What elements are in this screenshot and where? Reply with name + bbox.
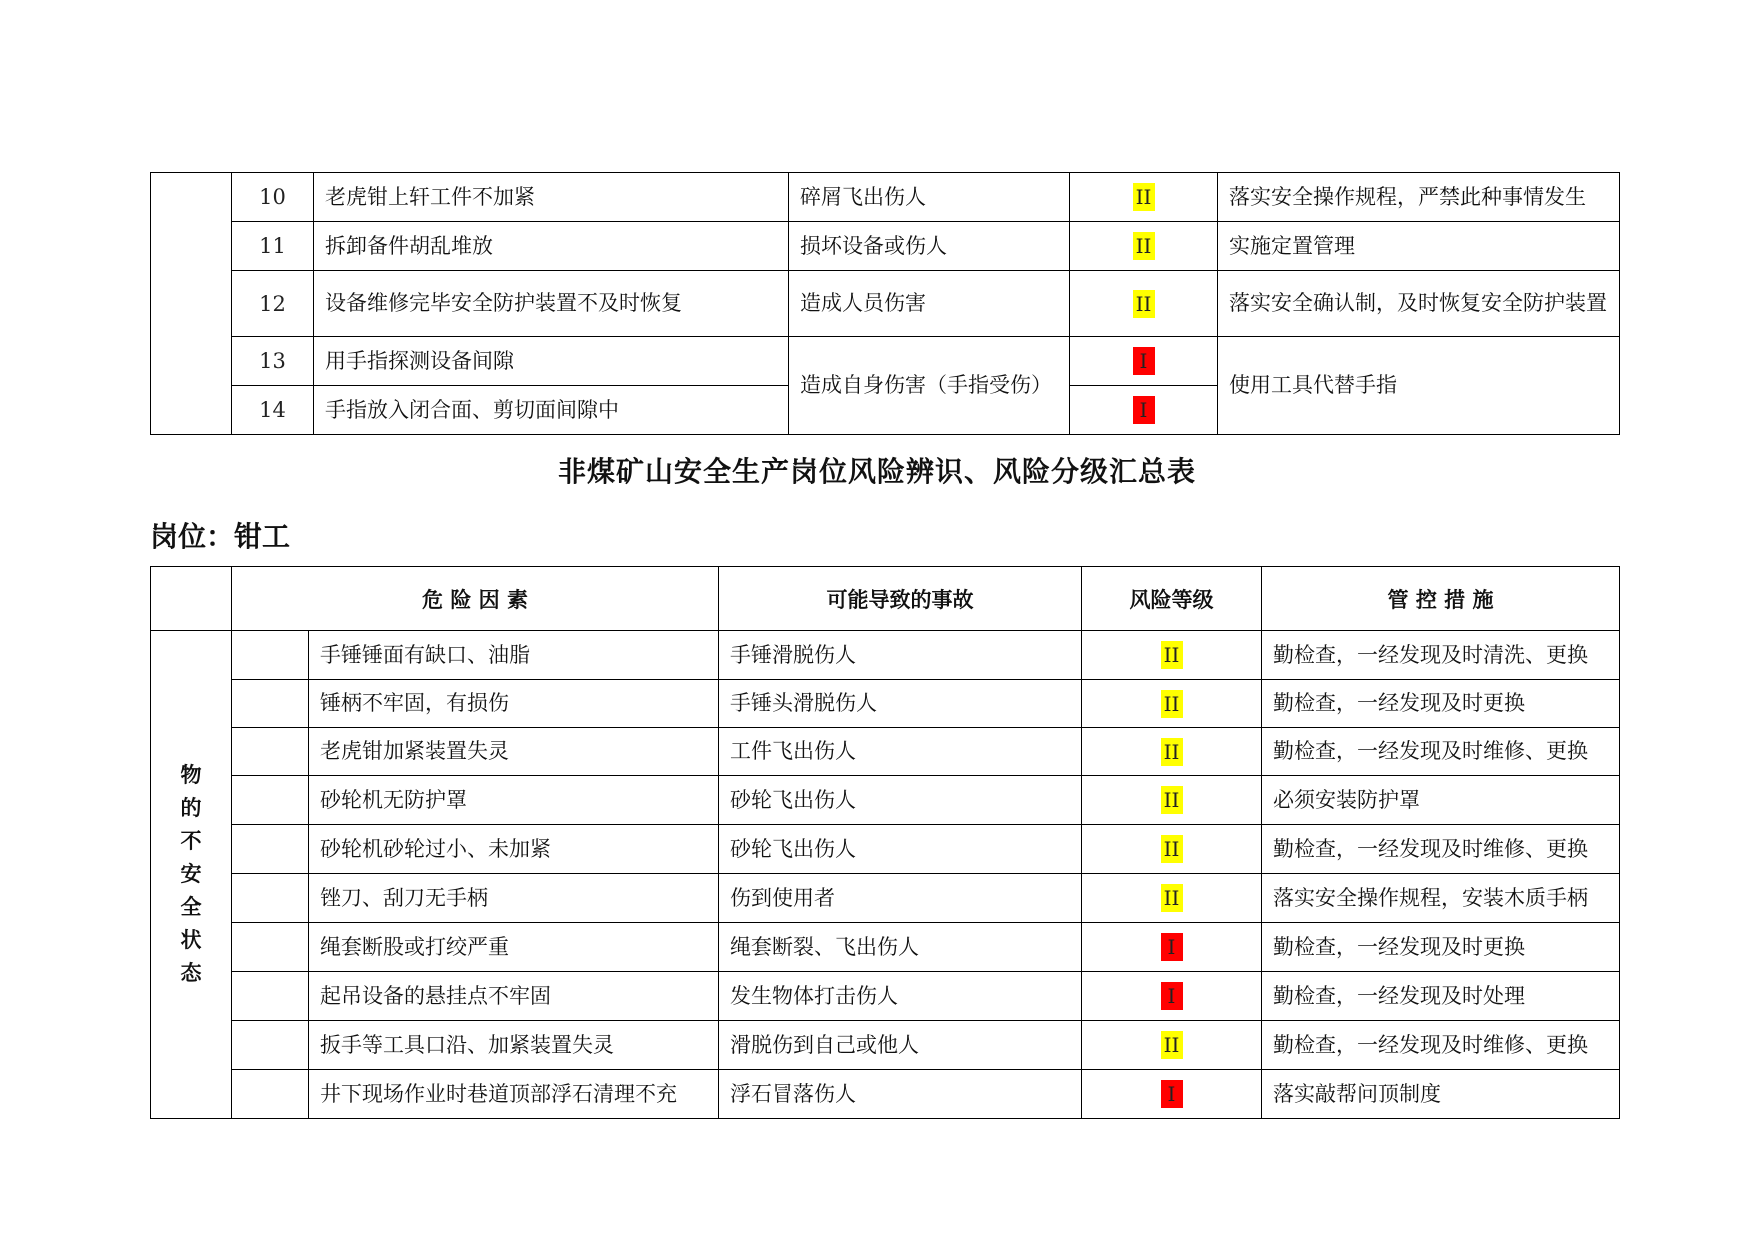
risk-level-cell (1082, 972, 1262, 1021)
category-cell (151, 173, 232, 435)
risk-level-cell (1082, 1070, 1262, 1119)
table-row (151, 631, 1620, 680)
measure-cell: 勤检查，一经发现及时清洗、更换 (1262, 631, 1620, 680)
accident-cell: 发生物体打击伤人 (719, 972, 1082, 1021)
row-number (232, 1021, 309, 1070)
risk-summary-table (150, 566, 1620, 1119)
row-number (232, 728, 309, 776)
measure-cell: 勤检查，一经发现及时维修、更换 (1262, 728, 1620, 776)
header-measure: 管 控 措 施 (1262, 567, 1620, 631)
risk-level-badge: II (1133, 290, 1155, 318)
post-label: 岗位：钳工 (150, 520, 291, 553)
hazard-cell: 用手指探测设备间隙 (314, 337, 789, 386)
table-row (151, 874, 1620, 923)
risk-level-badge: II (1133, 183, 1155, 211)
risk-level-cell (1082, 680, 1262, 728)
risk-level-cell (1070, 271, 1218, 337)
table-row (151, 728, 1620, 776)
accident-cell: 砂轮飞出伤人 (719, 825, 1082, 874)
continued-risk-table (150, 172, 1620, 435)
risk-level-badge: II (1161, 738, 1183, 766)
risk-level-cell (1082, 874, 1262, 923)
accident-cell: 砂轮飞出伤人 (719, 776, 1082, 825)
table-row (151, 680, 1620, 728)
accident-cell: 造成人员伤害 (789, 271, 1070, 337)
row-number (232, 825, 309, 874)
table-row (151, 1021, 1620, 1070)
risk-level-badge: I (1161, 1080, 1183, 1108)
accident-cell: 滑脱伤到自己或他人 (719, 1021, 1082, 1070)
risk-level-badge: II (1161, 690, 1183, 718)
accident-cell: 浮石冒落伤人 (719, 1070, 1082, 1119)
risk-level-badge: I (1161, 933, 1183, 961)
risk-level-badge: I (1133, 396, 1155, 424)
category-char: 不 (180, 829, 202, 853)
row-number: 10 (232, 173, 314, 222)
measure-cell: 落实敲帮问顶制度 (1262, 1070, 1620, 1119)
accident-cell: 手锤滑脱伤人 (719, 631, 1082, 680)
risk-level-badge: II (1161, 835, 1183, 863)
category-char: 的 (180, 796, 202, 820)
accident-cell: 损坏设备或伤人 (789, 222, 1070, 271)
table-row (151, 1070, 1620, 1119)
hazard-cell: 起吊设备的悬挂点不牢固 (309, 972, 719, 1021)
accident-cell: 造成自身伤害（手指受伤） (789, 337, 1070, 435)
accident-cell: 碎屑飞出伤人 (789, 173, 1070, 222)
measure-cell: 落实安全操作规程，安装木质手柄 (1262, 874, 1620, 923)
measure-cell: 勤检查，一经发现及时更换 (1262, 923, 1620, 972)
risk-level-cell (1082, 631, 1262, 680)
table-row (151, 972, 1620, 1021)
row-number (232, 923, 309, 972)
accident-cell: 手锤头滑脱伤人 (719, 680, 1082, 728)
hazard-cell: 扳手等工具口沿、加紧装置失灵 (309, 1021, 719, 1070)
row-number (232, 972, 309, 1021)
table-row (151, 222, 1620, 271)
hazard-cell: 手锤锤面有缺口、油脂 (309, 631, 719, 680)
risk-level-badge: II (1133, 232, 1155, 260)
category-char: 全 (180, 895, 202, 919)
hazard-cell: 锉刀、刮刀无手柄 (309, 874, 719, 923)
risk-level-cell (1070, 173, 1218, 222)
table-row (151, 825, 1620, 874)
category-char: 安 (180, 862, 202, 886)
table-row (151, 173, 1620, 222)
row-number (232, 776, 309, 825)
risk-level-cell (1082, 728, 1262, 776)
risk-level-badge: II (1161, 1031, 1183, 1059)
category-char: 状 (180, 928, 202, 952)
row-number: 12 (232, 271, 314, 337)
table-row (151, 776, 1620, 825)
hazard-cell: 砂轮机砂轮过小、未加紧 (309, 825, 719, 874)
hazard-cell: 砂轮机无防护罩 (309, 776, 719, 825)
row-number (232, 631, 309, 680)
accident-cell: 绳套断裂、飞出伤人 (719, 923, 1082, 972)
risk-level-cell (1070, 386, 1218, 435)
row-number: 14 (232, 386, 314, 435)
risk-level-badge: I (1161, 982, 1183, 1010)
header-risk-level: 风险等级 (1082, 567, 1262, 631)
risk-level-cell (1070, 222, 1218, 271)
row-number (232, 680, 309, 728)
row-number: 11 (232, 222, 314, 271)
hazard-cell: 手指放入闭合面、剪切面间隙中 (314, 386, 789, 435)
category-char: 态 (180, 961, 202, 985)
risk-level-cell (1082, 1021, 1262, 1070)
row-number: 13 (232, 337, 314, 386)
row-number (232, 874, 309, 923)
risk-level-badge: II (1161, 786, 1183, 814)
table-row (151, 337, 1620, 386)
risk-level-badge: I (1133, 347, 1155, 375)
risk-level-cell (1082, 776, 1262, 825)
risk-level-cell (1082, 825, 1262, 874)
table-header-row (151, 567, 1620, 631)
document-title: 非煤矿山安全生产岗位风险辨识、风险分级汇总表 (557, 455, 1196, 488)
measure-cell: 实施定置管理 (1218, 222, 1620, 271)
measure-cell: 勤检查，一经发现及时处理 (1262, 972, 1620, 1021)
measure-cell: 落实安全确认制，及时恢复安全防护装置 (1218, 271, 1620, 337)
hazard-cell: 老虎钳上轩工件不加紧 (314, 173, 789, 222)
measure-cell: 勤检查，一经发现及时维修、更换 (1262, 1021, 1620, 1070)
hazard-cell: 老虎钳加紧装置失灵 (309, 728, 719, 776)
hazard-cell: 拆卸备件胡乱堆放 (314, 222, 789, 271)
hazard-cell: 设备维修完毕安全防护装置不及时恢复 (314, 271, 789, 337)
hazard-cell: 锤柄不牢固，有损伤 (309, 680, 719, 728)
measure-cell: 落实安全操作规程，严禁此种事情发生 (1218, 173, 1620, 222)
risk-level-badge: II (1161, 884, 1183, 912)
risk-level-cell (1070, 337, 1218, 386)
header-hazard: 危 险 因 素 (232, 567, 719, 631)
measure-cell: 勤检查，一经发现及时更换 (1262, 680, 1620, 728)
measure-cell: 勤检查，一经发现及时维修、更换 (1262, 825, 1620, 874)
table-row (151, 923, 1620, 972)
accident-cell: 伤到使用者 (719, 874, 1082, 923)
risk-level-badge: II (1161, 641, 1183, 669)
accident-cell: 工件飞出伤人 (719, 728, 1082, 776)
category-unsafe-state (151, 631, 232, 1119)
hazard-cell: 井下现场作业时巷道顶部浮石清理不充 (309, 1070, 719, 1119)
hazard-cell: 绳套断股或打绞严重 (309, 923, 719, 972)
measure-cell: 使用工具代替手指 (1218, 337, 1620, 435)
category-char: 物 (180, 763, 202, 787)
table-row (151, 271, 1620, 337)
risk-level-cell (1082, 923, 1262, 972)
header-accident: 可能导致的事故 (719, 567, 1082, 631)
header-corner (151, 567, 232, 631)
row-number (232, 1070, 309, 1119)
measure-cell: 必须安装防护罩 (1262, 776, 1620, 825)
